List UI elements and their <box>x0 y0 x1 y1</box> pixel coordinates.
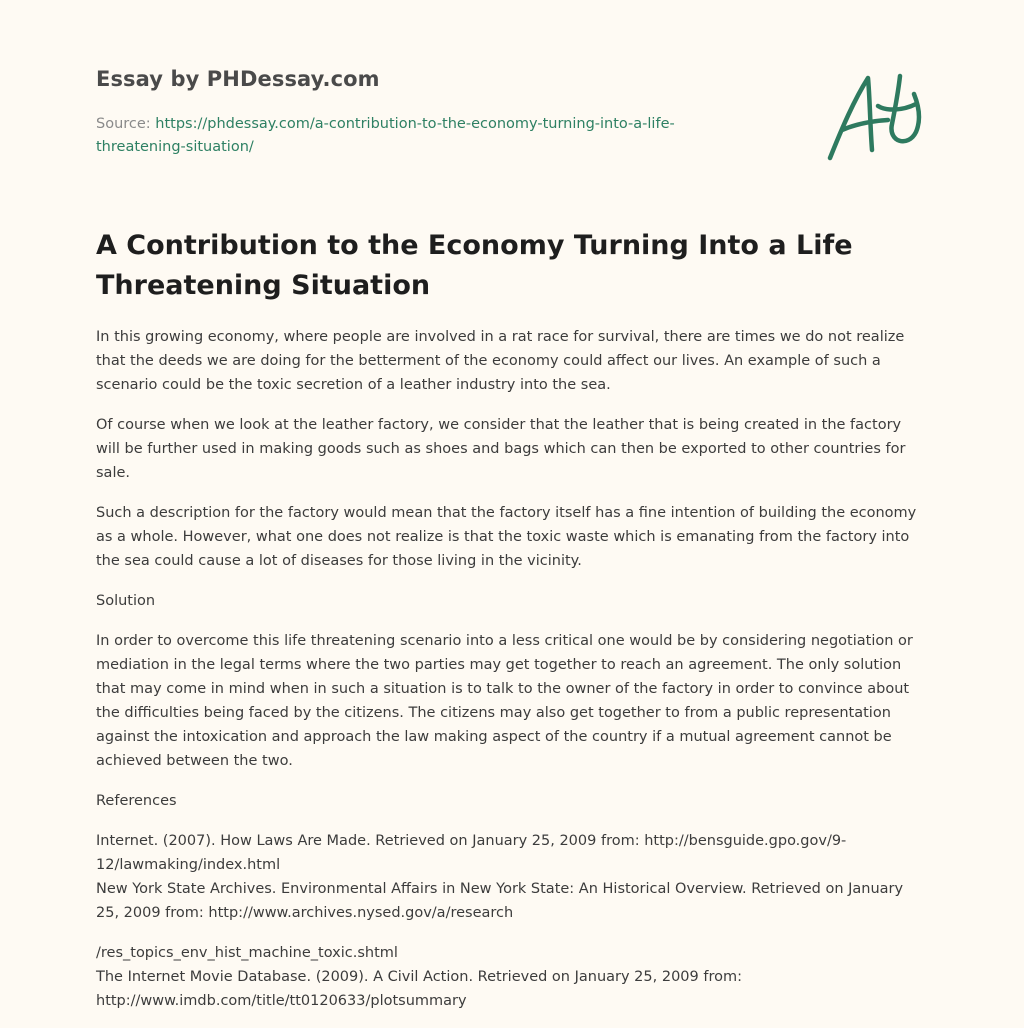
reference-item: Internet. (2007). How Laws Are Made. Retrieved on January 25, 2009 from: http://bensguide.gpo.gov/9-12/lawmaking/index.html <box>96 833 847 873</box>
reference-item: New York State Archives. Environmental Affairs in New York State: An Historical Overview. Retrieved on January 25, 2009 from: http://www.archives.nysed.gov/a/research <box>96 881 904 921</box>
essay-title: A Contribution to the Economy Turning Into a Life Threatening Situation <box>96 230 853 301</box>
source-link[interactable]: https://phdessay.com/a-contribution-to-the-economy-turning-into-a-life-threatening-situation/ <box>96 116 675 155</box>
reference-item: /res_topics_env_hist_machine_toxic.shtml <box>96 945 398 961</box>
source-label: Source: <box>96 116 151 132</box>
references-heading: References <box>96 793 177 809</box>
references-list <box>96 829 928 1013</box>
essay-paragraph: Such a description for the factory would mean that the factory itself has a fine intention of building the economy as a whole. However, what one does not realize is that the toxic waste which is emanating from the factory into the sea could cause a lot of diseases for those living in the vicinity. <box>96 505 917 569</box>
brand-name: Essay by PHDessay.com <box>96 67 380 91</box>
essay-body <box>96 325 928 1013</box>
reference-item: The Internet Movie Database. (2009). A Civil Action. Retrieved on January 25, 2009 from: http://www.imdb.com/title/tt0120633/plotsummary <box>96 969 742 1009</box>
essay-paragraph: In this growing economy, where people are involved in a rat race for survival, there are times we do not realize that the deeds we are doing for the betterment of the economy could affect our lives. An example of such a scenario could be the toxic secretion of a leather industry into the sea. <box>96 329 905 393</box>
solution-heading: Solution <box>96 593 156 609</box>
essay-paragraph: Of course when we look at the leather factory, we consider that the leather that is being created in the factory will be further used in making goods such as shoes and bags which can then be exported to other countries for sale. <box>96 417 906 481</box>
a-plus-logo-icon <box>820 66 932 166</box>
solution-paragraph: In order to overcome this life threatening scenario into a less critical one would be by considering negotiation or mediation in the legal terms where the two parties may get together to reach an agreement. The only solution that may come in mind when in such a situation is to talk to the owner of the factory in order to convince about the difficulties being faced by the citizens. The citizens may also get together to from a public representation against the intoxication and approach the law making aspect of the country if a mutual agreement cannot be achieved between the two. <box>96 633 913 769</box>
source-line <box>96 113 736 159</box>
